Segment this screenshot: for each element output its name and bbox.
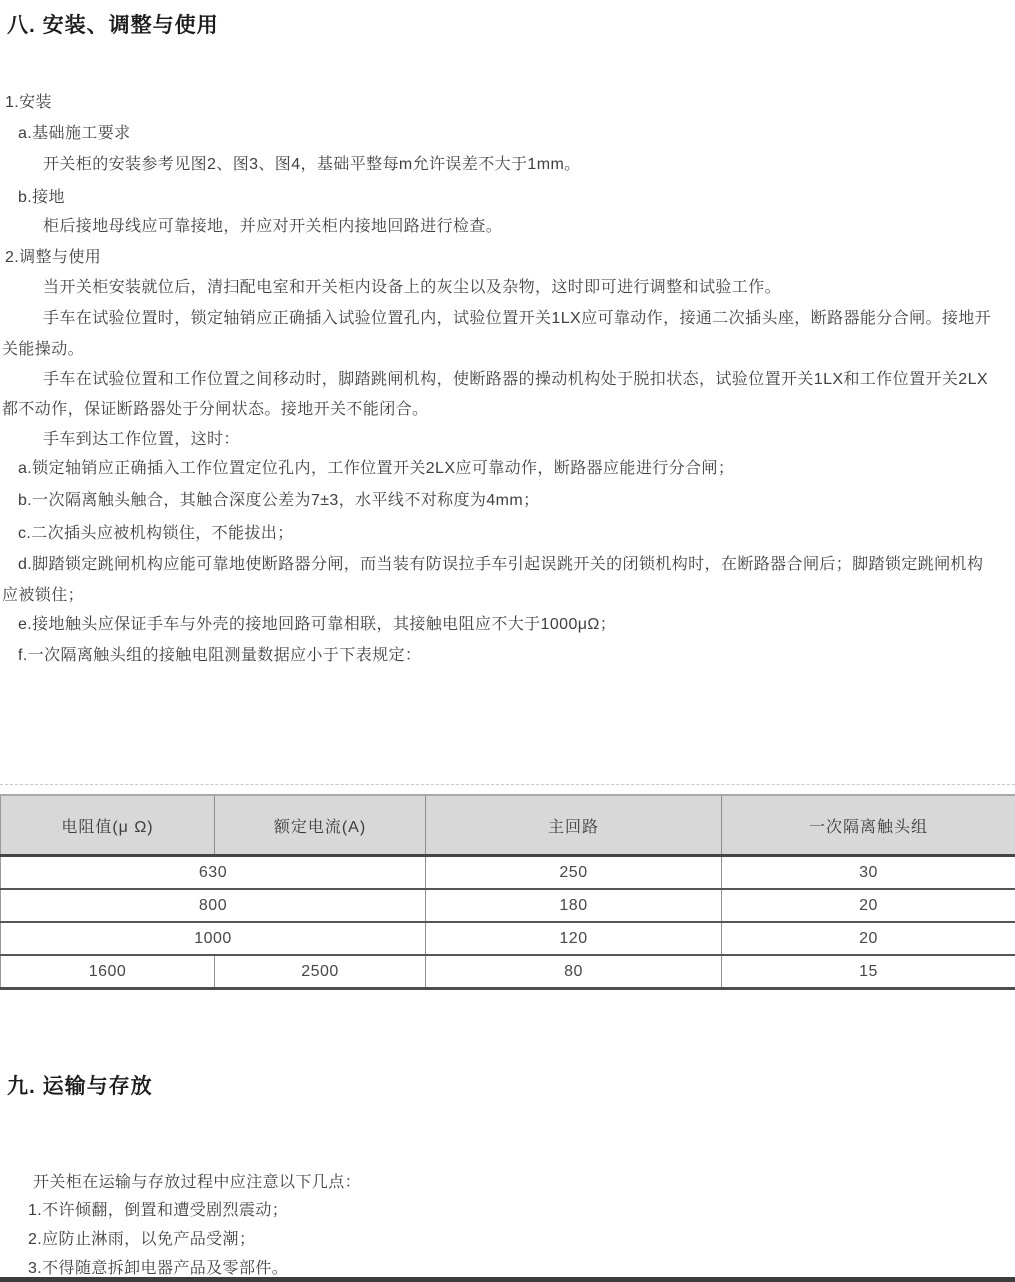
text-line: f.一次隔离触头组的接触电阻测量数据应小于下表规定：: [18, 647, 422, 664]
text-line: a.基础施工要求: [18, 125, 131, 142]
page-bottom-rule: [0, 1277, 1015, 1282]
text-line: 都不动作，保证断路器处于分闸状态。接地开关不能闭合。: [2, 401, 429, 418]
text-line: e.接地触头应保证手车与外壳的接地回路可靠相联，其接触电阻应不大于1000μΩ；: [18, 616, 617, 633]
table-row: [1, 955, 1015, 989]
text-line: 开关柜在运输与存放过程中应注意以下几点：: [33, 1174, 362, 1191]
table-header-cell: 一次隔离触头组: [722, 795, 1015, 856]
text-line: 开关柜的安装参考见图2、图3、图4，基础平整每m允许误差不大于1mm。: [43, 156, 581, 173]
table-header-cell: 主回路: [426, 795, 722, 856]
text-line: 当开关柜安装就位后，清扫配电室和开关柜内设备上的灰尘以及杂物，这时即可进行调整和试验工作。: [43, 279, 782, 296]
table-row: [1, 889, 1015, 922]
text-line: b.一次隔离触头触合，其触合深度公差为7±3，水平线不对称度为4mm；: [18, 492, 540, 509]
section-8-title: 八. 安装、调整与使用: [7, 14, 219, 37]
table-header-cell: 额定电流(A): [215, 795, 426, 856]
text-line: d.脚踏锁定跳闸机构应能可靠地使断路器分闸，而当装有防误拉手车引起误跳开关的闭锁机构时，在断路器合闸后；脚踏锁定跳闸机构: [18, 556, 984, 573]
text-line: b.接地: [18, 189, 65, 206]
table-cell: 30: [722, 856, 1015, 890]
text-line: 2.调整与使用: [5, 249, 102, 266]
table-cell: 800: [1, 889, 426, 922]
text-line: 应被锁住；: [2, 587, 85, 604]
table-header-row: [1, 795, 1015, 856]
table-cell: 1600: [1, 955, 215, 989]
table-row: [1, 856, 1015, 890]
text-line: 关能操动。: [2, 341, 85, 358]
text-line: 手车到达工作位置，这时：: [43, 431, 240, 448]
table-row: [1, 922, 1015, 955]
text-line: 3.不得随意拆卸电器产品及零部件。: [28, 1260, 289, 1277]
resistance-spec-table: [0, 794, 1015, 990]
section-9-title: 九. 运输与存放: [7, 1075, 153, 1098]
table-cell: 250: [426, 856, 722, 890]
table-header-cell: 电阻值(μ Ω): [1, 795, 215, 856]
table-cell: 20: [722, 922, 1015, 955]
text-line: 手车在试验位置时，锁定轴销应正确插入试验位置孔内，试验位置开关1LX应可靠动作，接通二次插头座，断路器能分合闸。接地开: [43, 310, 992, 327]
table-cell: 1000: [1, 922, 426, 955]
table-cell: 2500: [215, 955, 426, 989]
table-cell: 630: [1, 856, 426, 890]
table-cell: 180: [426, 889, 722, 922]
text-line: 1.安装: [5, 94, 52, 111]
text-line: c.二次插头应被机构锁住，不能拔出；: [18, 525, 294, 542]
text-line: 手车在试验位置和工作位置之间移动时，脚踏跳闸机构，使断路器的操动机构处于脱扣状态，试验位置开关1LX和工作位置开关2LX: [43, 371, 988, 388]
text-line: a.锁定轴销应正确插入工作位置定位孔内，工作位置开关2LX应可靠动作，断路器应能进行分合闸；: [18, 460, 735, 477]
table-cell: 80: [426, 955, 722, 989]
table-cell: 120: [426, 922, 722, 955]
text-line: 1.不许倾翻，倒置和遭受剧烈震动；: [28, 1202, 289, 1219]
text-line: 柜后接地母线应可靠接地，并应对开关柜内接地回路进行检查。: [43, 218, 503, 235]
table-cell: 20: [722, 889, 1015, 922]
dashed-separator: [0, 784, 1015, 785]
table-cell: 15: [722, 955, 1015, 989]
text-line: 2.应防止淋雨，以免产品受潮；: [28, 1231, 256, 1248]
